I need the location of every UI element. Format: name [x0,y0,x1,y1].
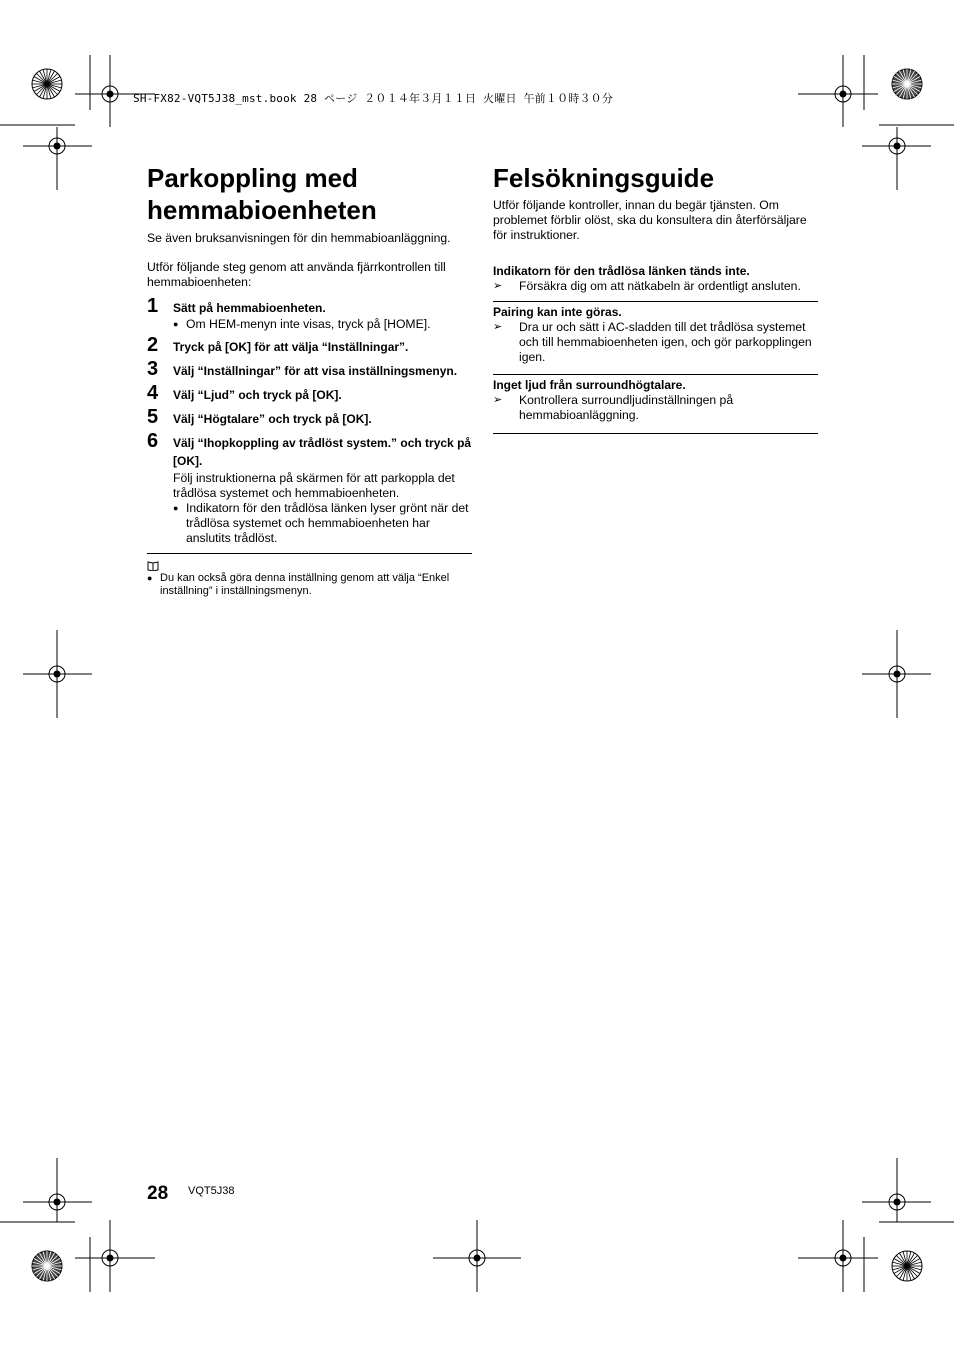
section-title: Felsökningsguide [493,163,715,193]
book-icon [147,560,159,571]
issue-title: Inget ljud från surroundhögtalare. [493,378,686,392]
arrow-icon: ➢ [493,321,503,333]
arrow-icon: ➢ [493,394,503,406]
step-number: 1 [147,295,159,317]
divider [493,374,818,375]
step-text: Välj “Ljud” och tryck på [OK]. [173,388,342,402]
step-number: 3 [147,358,159,380]
divider [493,301,818,302]
document-code: VQT5J38 [188,1185,235,1197]
issue-title: Pairing kan inte göras. [493,305,622,319]
divider [147,553,472,554]
issue-title: Indikatorn för den trådlösa länken tänds inte. [493,264,750,278]
issue-fix [493,279,818,294]
divider [493,433,818,434]
issue-fix-text: Kontrollera surroundljudinställningen på hemmabioanläggning. [519,393,734,422]
print-header: SH-FX82-VQT5J38_mst.book 28 ページ ２０１４年３月１１日 火曜日 午前１０時３０分 [133,92,614,105]
issue-item [493,304,818,365]
step-text: Sätt på hemmabioenheten. [173,301,326,315]
issue-item [493,263,818,294]
step-5 [147,406,472,428]
issue-fix [493,393,818,423]
step-number: 5 [147,406,159,428]
intro-paragraph: Utför följande steg genom att använda fjärrkontrollen till hemmabioenheten: [147,260,446,289]
section-title: Parkoppling med hemmabioenheten [147,163,377,225]
step-text: Välj “Ihopkoppling av trådlöst system.” och tryck på [OK]. [173,436,472,468]
step-2 [147,334,472,356]
note-block [147,558,472,570]
step-bullet: ● Om HEM-menyn inte visas, tryck på [HOME]. [173,317,472,332]
step-number: 2 [147,334,159,356]
issue-fix [493,320,818,365]
step-number: 4 [147,382,159,404]
issue-fix-text: Försäkra dig om att nätkabeln är ordentligt ansluten. [519,279,801,293]
issue-fix-text: Dra ur och sätt i AC-sladden till det trådlösa systemet och till hemmabioenheten igen, och gör parkopplingen igen. [519,320,812,364]
step-4 [147,382,472,404]
issue-item [493,377,818,423]
step-3 [147,358,472,380]
intro-paragraph: Se även bruksanvisningen för din hemmabioanläggning. [147,231,451,245]
step-number: 6 [147,430,159,452]
troubleshooting-section [493,162,818,434]
step-bullet: ● Indikatorn för den trådlösa länken lyser grönt när det trådlösa systemet och hemmabioenheten har anslutits trådlöst. [173,501,472,546]
step-text: Tryck på [OK] för att välja “Inställningar”. [173,340,409,354]
step-text: Välj “Inställningar” för att visa inställningsmenyn. [173,364,458,378]
arrow-icon: ➢ [493,280,503,292]
note-bullet: ● Du kan också göra denna inställning genom att välja “Enkel inställning” i inställningsmenyn. [147,572,472,598]
page-number: 28 [147,1183,169,1204]
step-6 [147,430,472,546]
pairing-section [147,162,472,598]
intro-paragraph: Utför följande kontroller, innan du begär tjänsten. Om problemet förblir olöst, ska du konsultera din återförsäljare för instruktioner. [493,198,807,242]
step-1 [147,295,472,332]
step-paragraph: Följ instruktionerna på skärmen för att parkoppla det trådlösa systemet och hemmabioenheten. [173,471,455,500]
step-text: Välj “Högtalare” och tryck på [OK]. [173,412,372,426]
